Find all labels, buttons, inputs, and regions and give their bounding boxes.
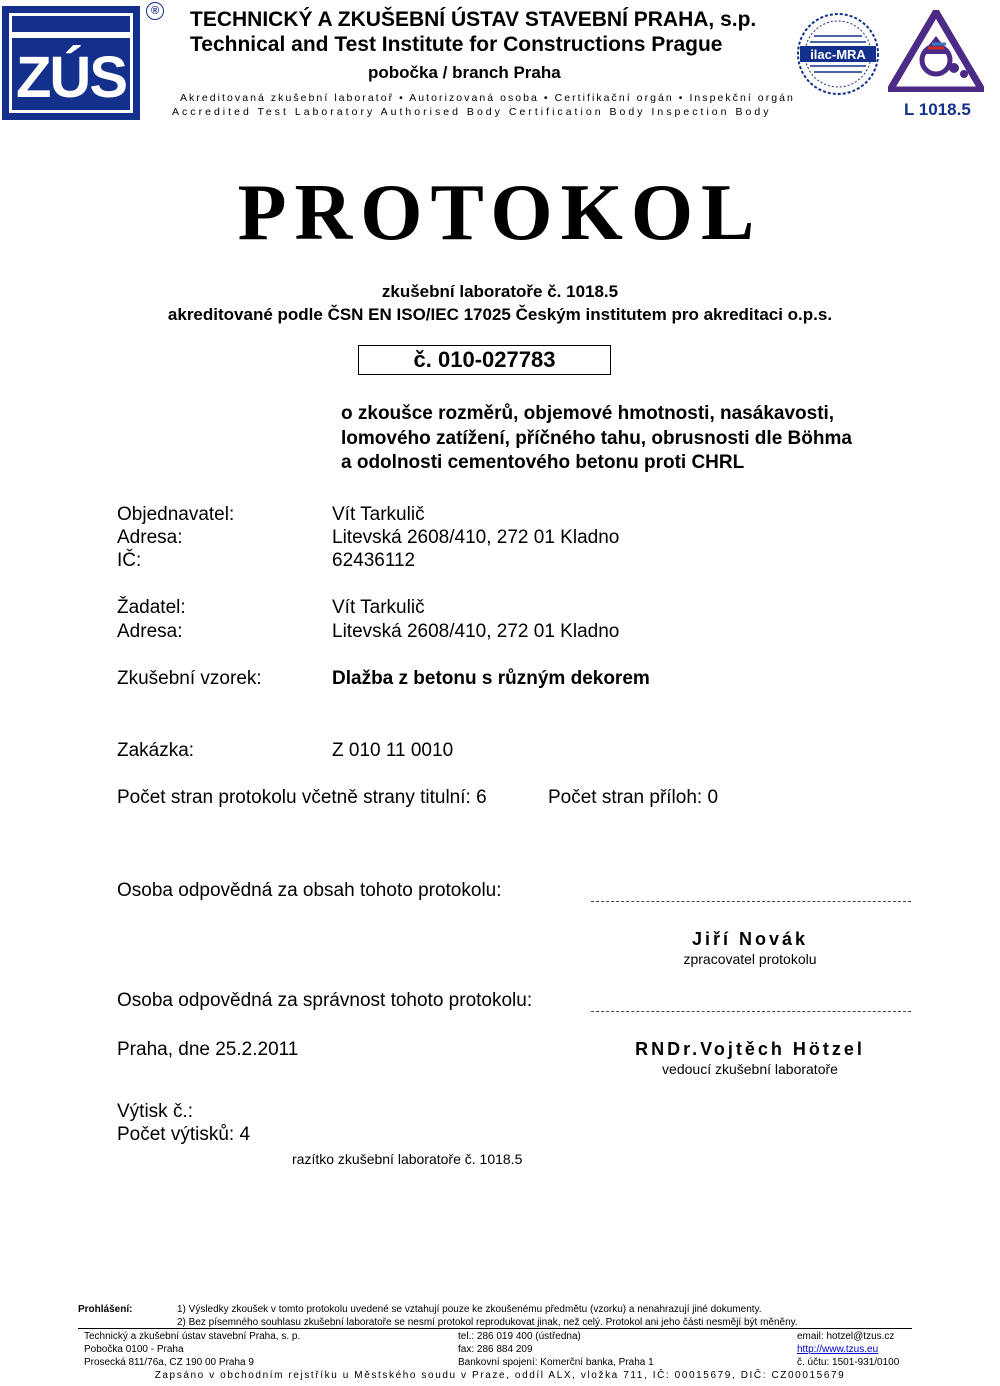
ilac-mra-logo bbox=[796, 12, 880, 96]
stamp-note: razítko zkušební laboratoře č. 1018.5 bbox=[292, 1151, 523, 1167]
footer-divider bbox=[78, 1328, 912, 1329]
customer-name: Vít Tarkulič bbox=[332, 504, 425, 525]
footer-email: email: hotzel@tzus.cz bbox=[797, 1331, 895, 1342]
order-value: Z 010 11 0010 bbox=[332, 740, 454, 761]
customer-label: Objednavatel: bbox=[117, 504, 235, 525]
applicant-address: Litevská 2608/410, 272 01 Kladno bbox=[332, 621, 620, 642]
institute-name-cz: TECHNICKÝ A ZKUŠEBNÍ ÚSTAV STAVEBNÍ PRAHA, s.p. bbox=[190, 8, 757, 31]
correctness-responsible-role: vedoucí zkušební laboratoře bbox=[662, 1061, 838, 1077]
customer-ic-label: IČ: bbox=[117, 550, 142, 571]
sample-label: Zkušební vzorek: bbox=[117, 668, 262, 689]
ilac-text: ilac-MRA bbox=[810, 47, 866, 62]
sample-value: Dlažba z betonu s různým dekorem bbox=[332, 668, 650, 689]
cai-accreditation-logo bbox=[888, 10, 984, 92]
description-line: o zkoušce rozměrů, objemové hmotnosti, nasákavosti, bbox=[341, 403, 835, 424]
protocol-pages: Počet stran protokolu včetně strany titulní: 6 bbox=[117, 787, 487, 808]
customer-address-label: Adresa: bbox=[117, 527, 183, 548]
place-date: Praha, dne 25.2.2011 bbox=[117, 1039, 299, 1060]
footer-address-line: Prosecká 811/76a, CZ 190 00 Praha 9 bbox=[84, 1357, 254, 1368]
lab-number: L 1018.5 bbox=[904, 100, 971, 119]
applicant-label: Žadatel: bbox=[117, 597, 186, 618]
accreditation-line: akreditované podle ČSN EN ISO/IEC 17025 Českým institutem pro akreditaci o.p.s. bbox=[167, 305, 833, 324]
correctness-responsible-name: RNDr.Vojtěch Hötzel bbox=[635, 1039, 865, 1059]
page-title: PROTOKOL bbox=[237, 169, 763, 257]
content-responsible-name: Jiří Novák bbox=[691, 929, 809, 949]
branch-name: pobočka / branch Praha bbox=[368, 63, 561, 82]
copy-label: Výtisk č.: bbox=[117, 1101, 194, 1122]
signature-line bbox=[591, 901, 911, 902]
roles-cz: Akreditovaná zkušební laboratoř • Autorizovaná osoba • Certifikační orgán • Inspekční orgán bbox=[180, 92, 795, 104]
roles-en: Accredited Test Laboratory Authorised Body Certification Body Inspection Body bbox=[172, 106, 772, 118]
customer-ic: 62436112 bbox=[332, 550, 416, 571]
zus-logo bbox=[2, 6, 140, 120]
declaration-label: Prohlášení: bbox=[78, 1304, 133, 1315]
content-responsible-role: zpracovatel protokolu bbox=[683, 951, 817, 967]
protocol-number: č. 010-027783 bbox=[358, 345, 611, 375]
footer-web-link[interactable]: http://www.tzus.eu bbox=[797, 1344, 879, 1355]
order-label: Zakázka: bbox=[117, 740, 195, 761]
declaration-line: 1) Výsledky zkoušek v tomto protokolu uvedené se vztahují pouze ke zkoušenému předmětu (vzorku) a nenahrazují jiné dokumenty. bbox=[177, 1304, 762, 1315]
copy-count: Počet výtisků: 4 bbox=[117, 1124, 251, 1145]
footer-registry: Zapsáno v obchodním rejstříku u Městského soudu v Praze, oddíl ALX, vložka 711, IČ: 00015679, DIČ: CZ00015679 bbox=[154, 1370, 846, 1381]
logo-text: ZÚS bbox=[16, 45, 126, 110]
registered-mark: ® bbox=[146, 2, 164, 20]
content-responsible-label: Osoba odpovědná za obsah tohoto protokolu: bbox=[117, 880, 502, 901]
lab-line: zkušební laboratoře č. 1018.5 bbox=[381, 282, 619, 301]
description-line: lomového zatížení, příčného tahu, obrusnosti dle Böhma bbox=[341, 428, 852, 449]
footer-account: č. účtu: 1501-931/0100 bbox=[797, 1357, 900, 1368]
signature-line bbox=[591, 1011, 911, 1012]
applicant-name: Vít Tarkulič bbox=[332, 597, 425, 618]
footer-address-line: Technický a zkušební ústav stavební Praha, s. p. bbox=[84, 1331, 301, 1342]
footer-address-line: Pobočka 0100 - Praha bbox=[84, 1344, 184, 1355]
footer-contact-line: fax: 286 884 209 bbox=[458, 1344, 533, 1355]
applicant-address-label: Adresa: bbox=[117, 621, 183, 642]
declaration-line: 2) Bez písemného souhlasu zkušební laboratoře se nesmí protokol reprodukovat jinak, než celý. Protokol ani jeho části nesmějí být měněny. bbox=[177, 1317, 798, 1328]
footer-contact-line: Bankovní spojení: Komerční banka, Praha 1 bbox=[458, 1357, 654, 1368]
footer-contact-line: tel.: 286 019 400 (ústředna) bbox=[458, 1331, 581, 1342]
correctness-responsible-label: Osoba odpovědná za správnost tohoto protokolu: bbox=[117, 990, 533, 1011]
attachment-pages: Počet stran příloh: 0 bbox=[548, 787, 719, 808]
customer-address: Litevská 2608/410, 272 01 Kladno bbox=[332, 527, 620, 548]
institute-name-en: Technical and Test Institute for Constructions Prague bbox=[190, 33, 723, 56]
description-line: a odolnosti cementového betonu proti CHRL bbox=[341, 452, 745, 473]
